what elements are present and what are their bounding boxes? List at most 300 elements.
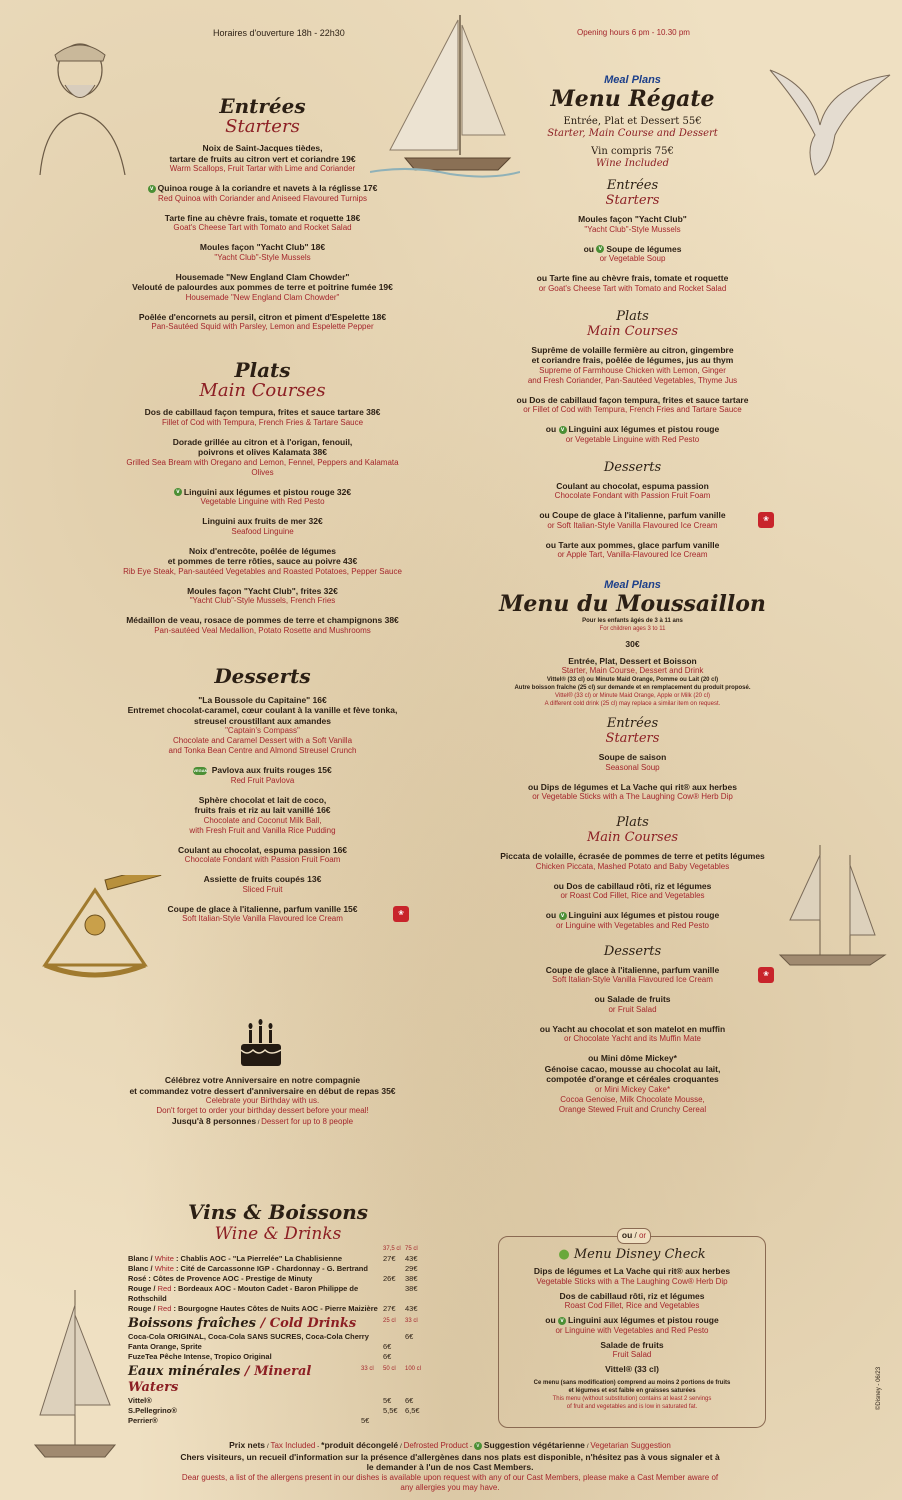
starters-title-fr: Entrées [219,94,306,118]
regate-price1-fr: Entrée, Plat et Dessert 55€ [563,116,702,127]
cold-head-1: 25 cl [383,1318,396,1324]
birthday-cake-icon [233,1018,289,1070]
drink-price [405,1342,427,1352]
item-name-fr [495,481,770,492]
item-name-fr [120,183,405,194]
item-name-fr [120,312,405,323]
footer-defrost-en: Defrosted Product [403,1441,469,1450]
item-name-fr [499,1340,765,1351]
item-text-fr: Quinoa rouge à la coriandre et navets à la réglisse 17€ [157,183,378,193]
wine-color-en: White [154,1254,174,1263]
mousse-age-en: For children ages 3 to 11 [599,626,666,632]
item-name-fr [495,540,770,551]
regate-starters-fr: Entrées [606,178,659,193]
item-name-en [120,253,405,263]
item-name-fr [495,782,770,793]
drink-name: Rouge / Red : Bourgogne Hautes Côtes de Nuits AOC - Pierre Maizière [128,1304,378,1313]
item-text-fr: Dips de légumes et La Vache qui rit® aux herbes [533,1266,731,1276]
item-name-fr [499,1266,765,1277]
drink-price: 38€ [405,1274,418,1283]
item-text-fr: Dips de légumes et La Vache qui rit® aux herbes [540,781,737,792]
item-text-en: Red Fruit Pavlova [230,775,295,785]
birthday-text-en: Celebrate your Birthday with us. Don't forget to order your birthday dessert before your meal! [156,1096,369,1115]
or-word-fr: ou [536,273,548,283]
item-text-en: Fruit Salad [617,1004,657,1014]
water-list [128,1396,428,1426]
drink-row [128,1406,428,1416]
or-word-fr: ou [545,424,557,434]
drink-label: Bourgogne Hautes Côtes de Nuits AOC - Pierre Maizière [178,1304,378,1313]
or-badge-en: or [638,1231,647,1240]
item-text-fr: Coupe de glace à l'italienne, parfum vanille 15€ [167,903,358,914]
item-text-en: Chocolate Fondant with Passion Fruit Foam [554,491,711,500]
item-text-en: Rib Eye Steak, Pan-sautéed Vegetables and Roasted Potatoes, Pepper Sauce [123,566,402,576]
check-note-en: This menu (without substitution) contains at least 2 servings of fruit and vegetables and is low in saturated fat. [552,1395,712,1410]
mains-list [120,407,405,636]
item-name-fr [495,851,770,862]
regate-price2-fr: Vin compris 75€ [591,146,674,157]
ship-sketch-right [770,840,890,970]
item-name-en [120,726,405,756]
item-text-fr: Moules façon "Yacht Club" 18€ [199,242,326,252]
cold-head-2: 33 cl [405,1318,418,1324]
drink-name [128,1416,361,1426]
item-text-fr: Linguini aux légumes et pistou rouge 32€ [183,486,352,497]
footer-veg-fr: Suggestion végétarienne [483,1440,585,1450]
drink-row [128,1304,428,1314]
or-word-fr: ou [545,910,557,920]
item-text-fr: Coulant au chocolat, espuma passion 16€ [177,844,348,855]
item-name-fr [120,765,405,776]
or-word-en: or [538,283,546,293]
item-text-fr: Linguini aux légumes et pistou rouge [568,1315,719,1325]
mains-title-fr: Plats [234,358,291,382]
menu-item [120,213,405,234]
vegan-icon: VEGAN [193,767,208,773]
menu-item [120,904,405,925]
item-text-fr: "La Boussole du Capitaine" 16€ Entremet chocolat-caramel, cœur coulant à la vanille et fève tonka, streusel croustillant aux amandes [127,694,398,726]
item-text-fr: Coupe de glace à l'italienne, parfum vanille [552,510,726,520]
starters-title-en: Starters [225,116,300,137]
vegetarian-icon: v [559,426,567,434]
item-text-fr: Soupe de saison [598,752,667,762]
item-text-fr: Piccata de volaille, écrasée de pommes de terre et petits légumes [500,851,765,861]
item-name-fr [495,965,770,976]
item-name-fr [495,244,770,255]
item-text-en: Pan-Sautéed Squid with Parsley, Lemon and Espelette Pepper [151,322,374,331]
item-text-fr: Coupe de glace à l'italienne, parfum vanille [545,964,720,975]
item-text-fr: Linguini aux fruits de mer 32€ [202,516,323,526]
regate-mains-fr: Plats [616,308,649,324]
item-text-fr: Dos de cabillaud rôti, riz et légumes [559,1290,705,1301]
drink-price: 27€ [383,1304,396,1313]
item-text-fr: Sphère chocolat et lait de coco, fruits frais et riz au lait vanillé 16€ [194,794,331,815]
ice-cream-brand-icon: ❀ [758,512,774,528]
item-text-fr: Pavlova aux fruits rouges 15€ [211,765,332,775]
wine-color-fr: Rouge [128,1284,152,1293]
item-name-en [120,567,405,577]
item-text-en: Vegetable Sticks with a The Laughing Cow® Herb Dip [541,792,733,801]
item-name-en [120,223,405,233]
or-word-en: or [557,550,565,559]
menu-item [495,481,770,502]
wine-color-fr: Blanc [128,1264,149,1273]
regate-mains-en: Main Courses [586,323,679,339]
item-name-fr [120,516,405,527]
item-text-en: "Yacht Club"-Style Mussels [214,252,311,262]
menu-item [120,615,405,636]
drink-price: 29€ [405,1264,418,1273]
ship-sketch-left [30,1285,120,1465]
item-name-fr [120,272,405,293]
item-name-fr [120,143,405,164]
drink-label: Perrier® [128,1416,158,1425]
item-name-en [120,776,405,786]
menu-item [495,1053,770,1115]
opening-hours-en: Opening hours 6 pm - 10.30 pm [577,28,690,37]
or-word-en: or [594,1084,603,1094]
item-text-en: Soft Italian-Style Vanilla Flavoured Ice Cream [552,975,713,984]
item-name-fr [120,795,405,816]
item-name-fr [120,695,405,727]
menu-regate-title: Menu Régate [550,86,715,112]
item-name-en [120,164,405,174]
menu-item [495,910,770,931]
meal-plans-logo: Meal Plans [604,74,661,86]
item-text-en: Pan-sautéed Veal Medallion, Potato Rosette and Mushrooms [154,625,371,635]
mousse-drink-en: Vittel® (33 cl) or Minute Maid Orange, Apple or Milk (20 cl) [554,693,711,699]
drink-row [128,1342,428,1352]
or-badge: ou / or [617,1228,651,1244]
item-name-fr [499,1315,765,1326]
item-text-en: Goat's Cheese Tart with Tomato and Rocket Salad [173,223,352,232]
drink-price [383,1264,405,1274]
menu-item [120,695,405,757]
menu-item [495,782,770,803]
item-text-fr: Moules façon "Yacht Club" [578,214,687,224]
menu-item [499,1266,765,1287]
seagull-illustration [760,55,900,185]
disney-check-box [498,1230,766,1428]
mousse-starters-en: Starters [605,731,660,746]
menu-item [120,183,405,204]
item-text-en: Linguine with Vegetables and Red Pesto [564,1325,709,1335]
item-name-fr [495,345,770,366]
item-name-en [120,293,405,303]
item-name-en [495,550,770,560]
item-name-en [120,816,405,836]
item-name-en [120,527,405,537]
drink-price [361,1396,383,1406]
item-name-en [499,1277,765,1287]
footer-net-fr: Prix nets [229,1440,266,1450]
drink-price [383,1416,405,1426]
drink-row [128,1274,428,1284]
drink-price: 6€ [383,1342,392,1351]
mousse-drink-fr: Vittel® (33 cl) ou Minute Maid Orange, Pomme ou Lait (20 cl) [546,677,719,683]
item-text-en: Sliced Fruit [242,884,283,894]
or-word-fr: ou [594,994,605,1004]
wine-color-en: Red [157,1304,172,1313]
item-name-en [495,792,770,802]
ice-cream-brand-icon: ❀ [758,967,774,983]
drink-row [128,1284,428,1304]
item-name-fr [120,213,405,224]
drink-price: 5€ [383,1396,392,1405]
or-word-fr: ou [516,394,527,405]
menu-item [120,795,405,836]
left-column: Entrées Starters Noix de Saint-Jacques tièdes, tartare de fruits au citron vert et coriandre 19€ Warm Scallops, Fruit Tartar with Lime and Coriander v Quinoa rouge à la coriandre et navets à la réglisse 17€ Red Quinoa with Coriander and Aniseed Flavoured Turnips Tarte fine au chèvre frais, tomate et roquette 18€ Goat's Cheese Tart with Tomato and Rocket Salad Moules façon "Yacht Club" 18€ "Yacht Club"-Style Mussels Housemade "New England Clam Chowder" Velouté de palourdes aux pommes de terre et poitrine fumée 19€ Housemade "New England Clam Chowder" Poêlée d'encornets au persil, citron et piment d'Espelette 18€ Pan-Sautéed Squid with Parsley, Lemon and Espelette Pepper Plats Main Courses Dos de cabillaud façon tempura, frites et sauce tartare 38€ Fillet of Cod with Tempura, French Fries & Tartare Sauce Dorade grillée au citron et à l'origan, fenouil, poivrons et olives Kalamata 38€ Grilled Sea Bream with Oregano and Lemon, Fennel, Peppers and Kalamata Olives v Linguini aux légumes et pistou rouge 32€ Vegetable Linguine with Red Pesto Linguini aux fruits de mer 32€ Seafood Linguine Noix d'entrecôte, poêlée de légumes et pommes de terre rôties, sauce au poivre 43€ Rib Eye Steak, Pan-sautéed Vegetables and Roasted Potatoes, Pepper Sauce Moules façon "Yacht Club", frites 32€ "Yacht Club"-Style Mussels, French Fries Médaillon de veau, rosace de pommes de terre et champignons 38€ Pan-sautéed Veal Medallion, Potato Rosette and Mushrooms Desserts "La Boussole du Capitaine" 16€ Entremet chocolat-caramel, cœur coulant à la vanille et fève tonka, streusel croustillant aux amandes "Captain's Compass" Chocolate and Caramel Dessert with a Soft Vanilla and Tonka Bean Centre and Almond Streusel Crunch VEGAN Pavlova aux fruits rouges 15€ Red Fruit Pavlova Sphère chocolat et lait de coco, fruits frais et riz au lait vanillé 16€ Chocolate and Coconut Milk Ball, with Fresh Fruit and Vanilla Rice Pudding Coulant au chocolat, espuma passion 16€ Chocolate Fondant with Passion Fruit Foam Assiette de fruits coupés 13€ Sliced Fruit Coupe de glace à l'italienne, parfum vanille 15€ Soft Italian-Style Vanilla Flavoured Ice Cream ❀ Célébrez votre Anniversaire en notre compagnie et commandez votre dessert d'anniversaire en début de repas 35€ Celebrate your Birthday with us. Don't forget to order your birthday dessert before your meal! Jusqu'à 8 personnes / Dessert for up to 8 people [120,0,405,933]
mousse-mains-en: Main Courses [586,830,679,845]
drink-label: S.Pellegrino® [128,1406,177,1415]
or-word-en: or [532,792,540,801]
item-name-en [495,254,770,264]
wine-list [128,1254,428,1314]
menu-item [120,586,405,607]
copyright-side: ©Disney - 06/23 [876,1366,882,1410]
item-name-en [495,435,770,445]
item-name-fr [495,1024,770,1035]
drink-name: Rouge / Red : Bordeaux AOC - Mouton Cadet - Baron Philippe de Rothschild [128,1284,359,1303]
footer-allergen-en: Dear guests, a list of the allergens present in our dishes is available upon request with any of our Cast Members, please make a Cast Member aware of any allergies you may have. [181,1472,719,1492]
item-text-en: Apple Tart, Vanilla-Flavoured Ice Cream [566,550,708,559]
item-name-fr [120,845,405,856]
item-name-en [495,491,770,501]
item-name-fr [495,510,770,521]
item-text-fr: Housemade "New England Clam Chowder" Velouté de palourdes aux pommes de terre et poitrine fumée 19€ [132,271,393,292]
menu-item [120,407,405,428]
regate-starters-en: Starters [605,193,660,208]
drink-row [128,1254,428,1264]
drink-label: FuzeTea Pêche Intense, Tropico Original [128,1352,272,1361]
menu-item [120,312,405,333]
drink-name: Blanc / White : Chablis AOC - "La Pierrelée" La Chablisienne [128,1254,343,1263]
item-name-en [120,322,405,332]
wine-color-en: White [154,1264,174,1273]
drink-label: Coca-Cola ORIGINAL, Coca-Cola SANS SUCRES, Coca-Cola Cherry [128,1332,369,1341]
cold-title-en: Cold Drinks [269,1316,357,1331]
or-word-fr: ou [553,880,564,891]
opening-hours-fr: Horaires d'ouverture 18h - 22h30 [213,28,345,38]
wine-head-2: 75 cl [405,1246,418,1252]
ice-cream-brand-icon: ❀ [393,906,409,922]
menu-item [499,1364,765,1375]
item-name-fr [495,881,770,892]
item-text-en: Supreme of Farmhouse Chicken with Lemon, Ginger and Fresh Coriander, Pan-Sautéed Vegetables, Thyme Jus [527,365,738,385]
item-name-en [120,626,405,636]
menu-item [120,437,405,478]
mousse-starters-fr: Entrées [606,716,659,731]
item-name-fr [495,910,770,921]
menu-item [499,1291,765,1312]
item-text-fr: Dos de cabillaud façon tempura, frites et sauce tartare 38€ [144,407,381,417]
item-text-fr: Tarte fine au chèvre frais, tomate et roquette [549,273,729,283]
drink-price: 5€ [361,1416,370,1425]
desserts-list [120,695,405,925]
desserts-title-fr: Desserts [214,663,311,688]
item-text-fr: Mini dôme Mickey* Génoise cacao, mousse au chocolat au lait, compotée d'orange et céréales croquantes [544,1053,721,1084]
disney-check-title: Menu Disney Check [573,1247,706,1262]
item-name-fr [499,1364,765,1375]
item-text-fr: Assiette de fruits coupés 13€ [203,874,322,884]
right-column [495,0,770,1124]
item-text-en: Chocolate Yacht and its Muffin Mate [573,1034,701,1043]
drink-name [128,1332,383,1342]
item-text-en: Seafood Linguine [231,526,294,536]
menu-item [120,487,405,508]
mousse-desserts-fr: Desserts [603,943,662,959]
item-text-en: Vegetable Linguine with Red Pesto [575,434,700,444]
vegetarian-icon: v [148,185,156,193]
item-text-fr: Tarte aux pommes, glace parfum vanille [558,539,720,550]
water-title-en: Mineral Waters [128,1364,312,1395]
mains-title-en: Main Courses [199,380,326,401]
regate-price2-en: Wine Included [595,158,670,169]
drink-row [128,1332,428,1342]
mousse-includes-en: Starter, Main Course, Dessert and Drink [561,666,704,675]
item-text-en: Roast Cod Fillet, Rice and Vegetables [564,1301,700,1310]
item-text-fr: Yacht au chocolat et son matelot en muffin [552,1023,726,1034]
item-name-en [495,975,770,985]
or-badge-fr: ou [621,1230,633,1240]
item-text-fr: Linguini aux légumes et pistou rouge [568,910,720,920]
drink-name [128,1352,383,1362]
drink-price [361,1406,383,1416]
or-word-en: or [608,1004,616,1014]
mousse-starters-list [495,752,770,802]
item-name-fr [495,214,770,225]
item-name-fr [120,407,405,418]
cold-list [128,1332,428,1362]
or-word-en: or [599,254,607,263]
item-text-fr: Tarte fine au chèvre frais, tomate et roquette 18€ [164,212,361,223]
drink-label: Chablis AOC - "La Pierrelée" La Chablisienne [180,1254,343,1263]
mousse-drink-en2: A different cold drink (25 cl) may replace a similar item on request. [544,701,721,707]
item-text-fr: Médaillon de veau, rosace de pommes de terre et champignons 38€ [126,615,399,625]
item-name-en [120,497,405,507]
or-word-fr: ou [583,243,594,254]
menu-item [495,851,770,872]
menu-item [495,345,770,386]
disney-check-icon: ● [558,1247,570,1262]
drink-name [128,1406,361,1416]
birthday-note-en: Dessert for up to 8 people [261,1117,354,1126]
wine-color-fr: Blanc [128,1254,149,1263]
or-word-en: or [555,920,564,930]
menu-item [495,510,770,531]
item-name-en [495,225,770,235]
item-text-en: Vegetable Linguine with Red Pesto [200,497,325,506]
menu-item [495,965,770,986]
menu-item [120,516,405,537]
item-text-en: Soft Italian-Style Vanilla Flavoured Ice Cream [182,914,343,923]
drink-price: 26€ [383,1274,396,1283]
item-text-fr: Poêlée d'encornets au persil, citron et piment d'Espelette 18€ [138,311,387,322]
footer-allergen-fr: Chers visiteurs, un recueil d'information sur la présence d'allergènes dans nos plats est disponible, n'hésitez pas à vous signaler et à le demander à l'un de nos Cast Members. [180,1451,720,1472]
drink-label: Vittel® [128,1396,152,1405]
menu-item [495,994,770,1015]
item-name-en [499,1326,765,1336]
birthday-note-fr: Jusqu'à 8 personnes [171,1116,257,1126]
footer-net-en: Tax Included [270,1441,316,1450]
item-name-en [495,891,770,901]
drink-label: Cité de Carcassonne IGP - Chardonnay - G. Bertrand [180,1264,368,1273]
drink-name [128,1396,361,1406]
item-text-fr: Vittel® (33 cl) [605,1364,659,1374]
item-name-en [120,596,405,606]
drink-price [383,1332,405,1342]
item-name-en [495,366,770,386]
menu-item [495,273,770,294]
drink-price: 5,5€ [383,1406,398,1415]
drink-price: 6€ [405,1396,414,1405]
drink-row [128,1416,428,1426]
item-text-en: "Yacht Club"-Style Mussels, French Fries [189,596,336,605]
check-note-fr: Ce menu (sans modification) comprend au moins 2 portions de fruits et légumes et est faible en graisses saturées [533,1379,731,1394]
drink-price: 43€ [405,1304,418,1313]
item-text-en: Grilled Sea Bream with Oregano and Lemon, Fennel, Peppers and Kalamata Olives [126,457,399,477]
drink-price: 43€ [405,1254,418,1263]
item-text-en: Fillet of Cod with Tempura, French Fries and Tartare Sauce [532,405,742,414]
drink-name [128,1342,383,1352]
regate-mains-list [495,345,770,445]
item-text-en: "Yacht Club"-Style Mussels [584,224,681,234]
item-text-en: Chicken Piccata, Mashed Potato and Baby Vegetables [535,861,730,871]
meal-plans-logo-2: Meal Plans [604,579,661,591]
drink-price [383,1284,405,1304]
or-word-fr: ou [545,1315,556,1325]
item-text-fr: Dos de cabillaud façon tempura, frites et sauce tartare [529,394,749,405]
mousse-mains-list [495,851,770,931]
item-name-fr [120,242,405,253]
or-word-en: or [564,1034,572,1043]
menu-moussaillon-title: Menu du Moussaillon [499,591,766,617]
item-name-en [495,405,770,415]
menu-item [495,752,770,773]
menu-item [495,881,770,902]
item-name-en [499,1301,765,1311]
item-text-en: "Captain's Compass" Chocolate and Caramel Dessert with a Soft Vanilla and Tonka Bean Centre and Almond Streusel Crunch [168,726,357,755]
item-text-fr: Coulant au chocolat, espuma passion [556,480,709,491]
item-name-fr [495,1053,770,1085]
drink-price: 27€ [383,1254,396,1263]
drink-row [128,1396,428,1406]
item-text-en: Red Quinoa with Coriander and Aniseed Flavoured Turnips [157,193,367,203]
drink-price [405,1416,427,1426]
drink-label: Bordeaux AOC - Mouton Cadet - Baron Philippe de Rothschild [128,1284,359,1303]
item-name-en [120,914,405,924]
item-name-en [120,458,405,478]
menu-item [495,424,770,445]
item-name-en [495,1085,770,1115]
item-name-fr [120,904,405,915]
starters-list [120,143,405,332]
item-name-en [495,521,770,531]
menu-item [499,1340,765,1361]
item-name-fr [120,546,405,567]
item-text-fr: Linguini aux légumes et pistou rouge [568,424,720,434]
footer: Prix nets / Tax Included - *produit décongelé / Defrosted Product - v Suggestion végétarienne / Vegetarian Suggestion Chers visiteurs, un recueil d'information sur la présence d'allergènes dans nos plats est disponible, n'hésitez pas à vous signaler et à le demander à l'un de nos Cast Members. Dear guests, a list of the allergens present in our dishes is available upon request with any of our Cast Members, please make a Cast Member aware of any allergies you may have. [180,1440,720,1492]
item-text-en: Chocolate Fondant with Passion Fruit Foam [184,855,341,864]
item-name-fr [120,586,405,597]
menu-item [120,242,405,263]
drink-label: Fanta Orange, Sprite [128,1342,202,1351]
item-name-fr [120,615,405,626]
or-word-fr: ou [588,1053,599,1063]
or-word-en: or [560,891,568,900]
or-word-en: or [565,434,573,444]
item-name-fr [120,874,405,885]
